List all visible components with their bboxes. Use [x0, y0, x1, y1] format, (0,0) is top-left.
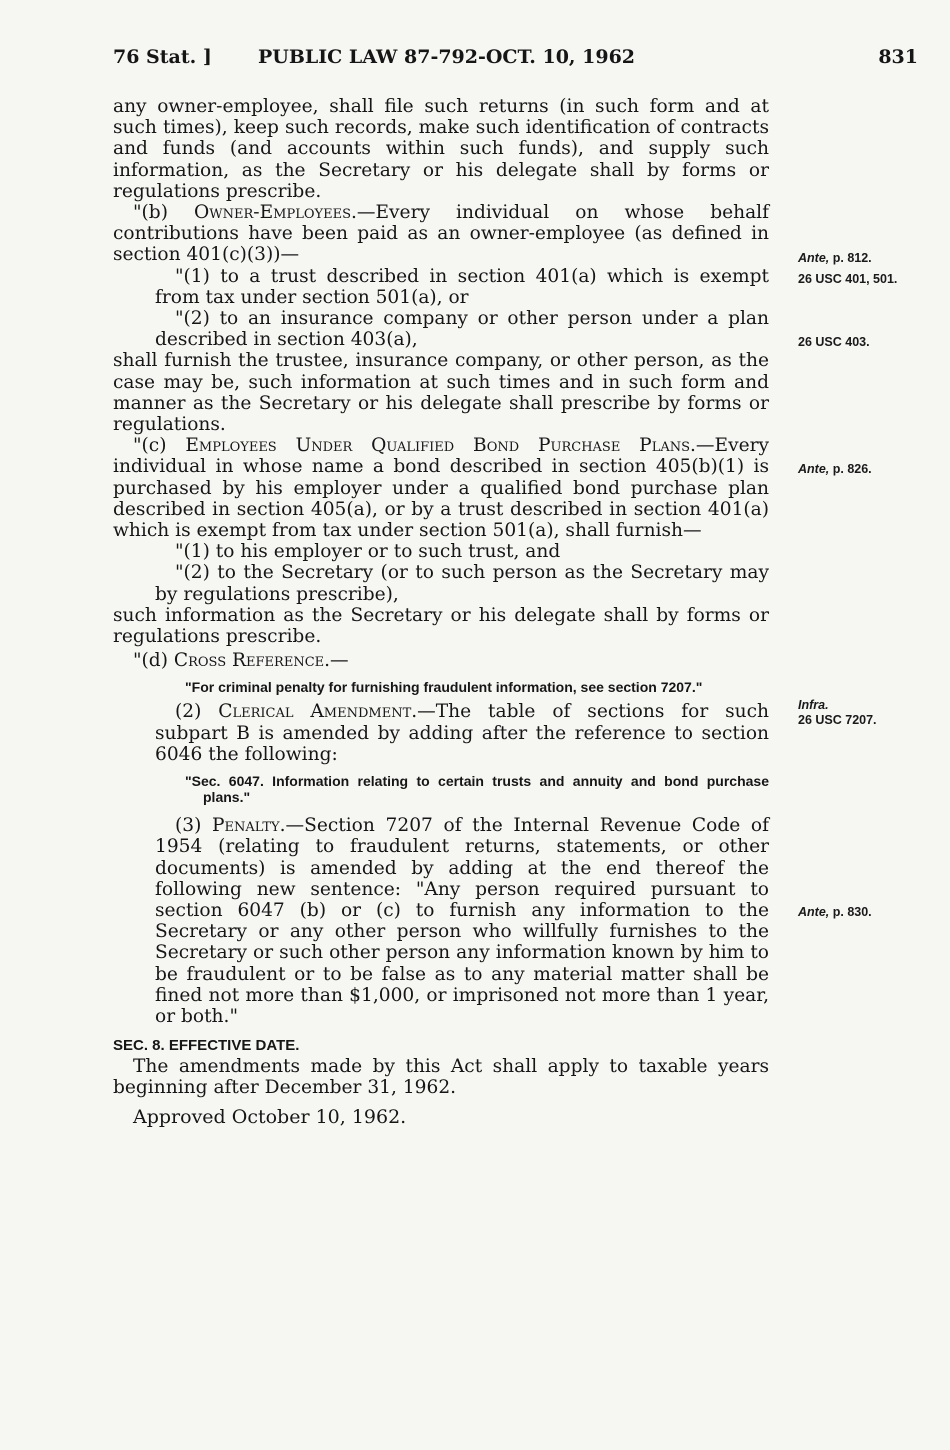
margin-note-4-usc: 26 USC 7207. [798, 713, 877, 727]
paragraph-3-text: —Section 7207 of the Internal Revenue Code of 1954 (relating to fraudulent returns, statements, or other documents) is amended by adding at the end thereof the following new sentence: "Any person required pursuant to section 6047 (b) or (c) to furnish any information to the Secretary or any other person who willfully furnishes to the Secretary or such other person any information known by him to be fraudulent or to be false as to any material matter shall be fined not more than $1,000, or imprisoned not more than 1 year, or both." [155, 815, 769, 1027]
running-header [113, 46, 918, 76]
paragraph-2 [113, 701, 769, 765]
margin-note-1-usc: 26 USC 401, 501. [798, 272, 898, 286]
subsection-b-text: —Every individual on whose behalf contributions have been paid as an owner-employee (as defined in section 401(c)(3))— [113, 202, 770, 266]
margin-note-3 [798, 462, 872, 477]
margin-note-3-page: p. 826. [832, 462, 872, 476]
margin-note-1 [798, 251, 897, 287]
subsection-c-heading: Employees Under Qualified Bond Purchase Plans. [185, 435, 696, 457]
subsection-d-dash: — [330, 650, 349, 672]
subsection-c-label: "(c) [133, 435, 186, 457]
subsection-d [113, 650, 769, 671]
section-8-heading: SEC. 8. EFFECTIVE DATE. [113, 1037, 300, 1055]
margin-note-1-page: p. 812. [832, 251, 872, 265]
approval-date: Approved October 10, 1962. [133, 1105, 407, 1128]
subsection-c-item-1: "(1) to his employer or to such trust, and [175, 541, 561, 563]
paragraph-continuation: any owner-employee, shall file such returns (in such form and at such times), keep such records, make such identification of contracts and funds (and accounts within such funds), and supply such information, as the Secretary or his delegate shall by forms or regulations prescribe. [113, 96, 769, 202]
statute-volume: 76 Stat. ] [113, 46, 212, 68]
subsection-c-item-2: "(2) to the Secretary (or to such person as the Secretary may by regulations prescribe), [155, 562, 769, 605]
margin-note-3-ante: Ante, [798, 462, 830, 476]
subsection-b [113, 202, 769, 266]
paragraph-3-label: (3) [175, 815, 213, 837]
paragraph-3-heading: Penalty. [212, 815, 286, 837]
paragraph-2-text: —The table of sections for such subpart B is amended by adding after the reference to section 6046 the following: [155, 701, 770, 765]
margin-note-5-page: p. 830. [832, 905, 872, 919]
subsection-b-item-2: "(2) to an insurance company or other person under a plan described in section 403(a), [155, 308, 769, 351]
subsection-c-text: —Every individual in whose name a bond described in section 405(b)(1) is purchased by his employer under a qualified bond purchase plan described in section 405(a), or by a trust described in section 401(a) which is exempt from tax under section 501(a), shall furnish— [113, 435, 769, 542]
subsection-d-label: "(d) [133, 650, 174, 672]
subsection-d-heading: Cross Reference. [173, 650, 331, 672]
law-title: PUBLIC LAW 87-792-OCT. 10, 1962 [258, 46, 636, 68]
section-8-text: The amendments made by this Act shall apply to taxable years beginning after December 31, 1962. [113, 1056, 769, 1099]
table-of-sections-note: "Sec. 6047. Information relating to certain trusts and annuity and bond purchase plans." [185, 773, 769, 806]
margin-note-1-ante: Ante, [798, 251, 830, 265]
page-number: 831 [878, 46, 918, 68]
subsection-b-close: shall furnish the trustee, insurance company, or other person, as the case may be, such information at such times and in such form and manner as the Secretary or his delegate shall prescribe by forms or regulations. [113, 350, 769, 436]
subsection-c-close: such information as the Secretary or his delegate shall by forms or regulations prescribe. [113, 604, 769, 648]
margin-note-4 [798, 698, 877, 728]
margin-note-2: 26 USC 403. [798, 335, 870, 349]
paragraph-3 [113, 815, 769, 1027]
margin-note-4-infra: Infra. [798, 698, 829, 712]
subsection-b-label: "(b) [133, 202, 195, 224]
subsection-b-heading: Owner-Employees. [194, 202, 357, 224]
margin-note-5 [798, 905, 872, 920]
body-text [113, 96, 769, 1128]
cross-reference-note: "For criminal penalty for furnishing fraudulent information, see section 7207." [185, 679, 703, 696]
paragraph-2-heading: Clerical Amendment. [218, 701, 418, 723]
subsection-c [113, 435, 769, 541]
subsection-b-item-1: "(1) to a trust described in section 401(a) which is exempt from tax under section 501(a), or [155, 265, 769, 308]
paragraph-2-label: (2) [175, 701, 219, 723]
margin-note-5-ante: Ante, [798, 905, 830, 919]
